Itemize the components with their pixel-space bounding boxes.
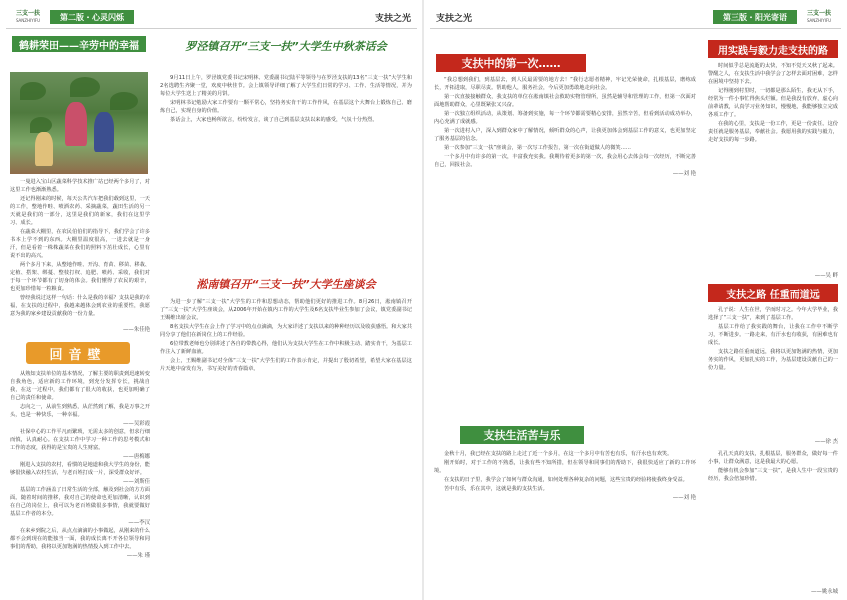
paragraph: 两个多月下来，从整地作畦、开沟、育苗、移苗、移栽、定植、搭架、绑蔓、整枝打杈、追肥、喷药、采收，我们对于每一个环节都有了切身的体会。我们懂得了农民的艰辛，也更加珍惜每一粒粮食。	[10, 262, 150, 292]
paragraph: 刚进入支扶的农村，看惯的是地道和我大学生的身份，能够很快融入农村生活，与老百姓打成一片，深受群众好评。	[10, 462, 150, 476]
paragraph: 8名支扶大学生在会上作了学习中的点点滴滴，为大家详述了支扶以来的种种经历以及收获感悟。和大家共同分享了他们在新岗位上的工作经验。	[160, 324, 412, 338]
logo-line2: SANZHIYIFU	[15, 18, 41, 23]
newspaper-logo	[6, 7, 50, 27]
article-body	[708, 306, 838, 434]
paragraph: 第一次直接接触群众，我支扶的单位在淞南镇社会救助实物管理所，虽然是辅导和管理的工作，但第一次面对面地帮助群众，心里既紧张又兴奋。	[434, 94, 696, 108]
paragraph: 茶话会上，大家也畅所欲言，纷纷发言，谈了自己到基层支扶以来的感受，气氛十分热烈。	[170, 117, 378, 123]
newspaper-logo	[797, 7, 841, 27]
paragraph: 在支扶的日子里，我学会了如何与群众沟通，如何处理各种复杂的问题，这些宝贵的经验将使我终身受益。	[444, 477, 688, 483]
photo-vegetable-field	[10, 72, 148, 174]
paragraph: 在我的心里，支扶是一份工作，更是一份责任。这份责任就是服务基层，奉献社会。我愿用我的实践与毅力，走好支扶的每一步路。	[708, 121, 838, 143]
paragraph: 第一次独立组织活动，从策划、筹备到实施，每一个环节都需要精心安排，虽然辛苦，但看到活动成功举办，内心充满了成就感。	[434, 111, 696, 125]
paragraph: 刚开始时，对于工作的不熟悉，让我有些不知所措，但在领导和同事们的帮助下，我很快适应了新的工作环境。	[434, 460, 696, 474]
article-body	[160, 74, 412, 262]
logo-line2: SANZHIYIFU	[806, 18, 832, 23]
paragraph: 一曼进入宝山区蔬菜科学技术推广站已经两个多月了，对这里工作也渐渐熟悉。	[10, 179, 150, 193]
paragraph: 志向之一，从前生到熟悉，从茫然到了解，我是万事之开头，也是一种快乐，一种幸福。	[10, 404, 150, 418]
signature: ——朱 瑾	[126, 553, 150, 559]
signature: ——刘 艳	[672, 171, 696, 177]
signature: ——姚永城	[811, 589, 838, 595]
paragraph: 金秋十月，我已经在支扶的路上走过了近一个多月，在这一个多月中有苦也有乐，有汗水也有欢笑。	[444, 451, 673, 457]
paragraph: 还记得刚来的时候，每天公共汽车把我们载到这里，一天的工作，整地作畦、喷洒农药、采摘蔬菜，蔬田生活的另一天就是我们的一部分，这里是我们的新家，我们在这里学习、成长。	[10, 196, 150, 226]
signature: ——徐 杰	[814, 439, 838, 445]
paragraph: 基层工作给了我实践的舞台，让我在工作中不断学习，不断进步。一路走来，有汗水也有收获，有困难也有成长。	[708, 324, 838, 346]
signature: ——朱佳艳	[123, 327, 150, 333]
article-body	[434, 450, 696, 594]
article-title: 用实践与毅力走支扶的路	[708, 40, 838, 58]
publication-name: 支扶之光	[436, 13, 473, 24]
paragraph: 孔子说：人生在世，学而时习之。今年大学毕业，我选择了“三支一扶”，来到了基层工作。	[708, 307, 838, 321]
paragraph: 宋明林书记勉励大家工作要有一颗平常心，坚持务实肯干的工作作风，在基层这个大舞台上锻炼自己、磨炼自己，实现自身的价值。	[160, 100, 412, 114]
article-body	[10, 178, 150, 322]
article-title: 支扶中的第一次……	[436, 54, 586, 72]
paragraph: 在来乡到院之后，从点点滴滴的小事做起，从刚来的什么都不会到现在的能独当一面，我的成长离不开各位领导和同事们的帮助，我将以更加饱满的热情投入到工作中去。	[10, 528, 150, 550]
signature: ——李汉	[128, 520, 150, 526]
paragraph: 第一次参加“三支一扶”座谈会，第一次写工作报告，第一次在街道做人的微笑……	[444, 145, 631, 151]
paragraph: 为进一步了解“三支一扶”大学生的工作和思想动态，帮助他们更好的推进工作。8月26日，淞南镇召开了“三支一扶”大学生座谈会，从2006年开始在镇内工作的大学生及6名支扶毕业生参加了会议，镇党委副书记王赐维出席会议。	[160, 299, 412, 321]
logo-line1: 三支一扶	[15, 10, 40, 17]
paragraph: 一个多月中有许多的第一次，丰富我充实我。我期待着更多的第一次，我会用心去体会每一次经历，不断完善自己，回报社会。	[434, 154, 696, 168]
left-page	[0, 0, 423, 600]
right-page	[424, 0, 847, 600]
section-label: 第三版・阳光寄语	[713, 10, 797, 24]
paragraph: 支扶之路任重而道远，我将以更加饱满的热情，更加务实的作风，更加扎实的工作，为基层建设贡献自己的一份力量。	[708, 349, 838, 371]
article-body	[708, 62, 838, 268]
article-body	[10, 370, 150, 594]
paragraph: 曾经我说过这样一句话：什么是我的幸福？支扶是我的幸福，在支扶的过程中，我越来越体会到农业的重要性，我愿意为我的家乡建设贡献我的一份力量。	[10, 295, 150, 317]
signature: ——吴 畔	[814, 273, 838, 279]
article-body	[434, 76, 696, 412]
paragraph: 苦中有乐，乐在其中，这就是我的支扶生活。	[444, 486, 548, 492]
section-label: 第二版・心灵闪烁	[50, 10, 134, 24]
signature: ——唐梅娜	[123, 454, 150, 460]
article-title: 支扶之路 任重而道远	[708, 284, 838, 302]
signature: ——刘 艳	[672, 495, 696, 501]
paragraph: 孔孔天真的支扶，扎根基层，服务群众，做好每一件小事，让群众满意，这是我最大的心愿。	[708, 451, 838, 465]
paragraph: 从熟知支扶单位的基本情况，了解主要的职责到迅速转变自我角色，适应新的工作环境，到充分发挥专长，挑战自我，在这一过程中，我们都有了很大的收获，也更加明确了自己的责任和使命。	[10, 371, 150, 401]
paragraph: 时间似乎总是流逝的太快，不知不觉天又秋了起来。警醒之人，在支扶生活中我学会了怎样去面对困难，怎样在困境中坚持下去。	[708, 63, 838, 85]
section-title: 回音壁	[26, 342, 130, 364]
article-title: 罗泾镇召开“三支一扶”大学生中秋茶话会	[185, 40, 387, 53]
paragraph: 6位带教老师也分别讲述了各自的带教心得，他们认为支扶大学生在工作中积极主动、踏实肯干，为基层工作注入了新鲜血液。	[160, 341, 412, 355]
paragraph: 基层的工作涵盖了日常生活的全部，触及到社会的方方面面。随着时间的推移，我对自己的使命也更加清晰，认识到在自己的岗位上，我可以为老百姓做很多事情，我就要做好基层工作者的本分。	[10, 487, 150, 517]
article-body	[708, 450, 838, 584]
right-page-header	[430, 6, 841, 29]
publication-name: 支扶之光	[374, 13, 411, 24]
article-title: 鹤耕荣田——辛劳中的幸福	[12, 36, 146, 52]
paragraph: 会上，王赐维副书记对全体“三支一扶”大学生们的工作表示肯定，并提出了殷切希望，希望大家在基层这片天地中奋发有为，书写美好的青春篇章。	[160, 358, 412, 372]
paragraph: 9月11日上午，罗泾镇党委书记宋明林、党委副书记陆平等领导与在罗泾支扶的13名“三支一扶”大学生和2名选聘生齐聚一堂，欢度中秋佳节。会上镇领导详细了解了大学生们日常的学习、工作、生活等情况，并为每位大学生送上了精美的月饼。	[160, 75, 412, 97]
article-title: 淞南镇召开“三支一扶”大学生座谈会	[196, 278, 376, 291]
signature: ——吴彩霞	[123, 421, 150, 427]
article-title: 支扶生活苦与乐	[460, 426, 584, 444]
signature: ——刘斯佳	[123, 479, 150, 485]
logo-line1: 三支一扶	[806, 10, 831, 17]
left-page-header	[6, 6, 417, 29]
paragraph: “我总想到我们，到基层去，到人民最需要的地方去！”我行志愿者精神，牢记光荣使命，扎根基层，磨练成长，开拓进取，尽职尽责。帮助他人，服务社会，今后更加勇敢地走向社会。	[434, 77, 696, 91]
paragraph: 社保中心的工作平凡而繁琐，无需太多的创意，但求行细而慎，认真耐心。在支扶工作中学习一种工作的思考模式和工作的态度，获得的是宝贵的人生财富。	[10, 429, 150, 451]
paragraph: 在蔬菜大棚里，在农民伯伯们的指导下，我们学会了许多书本上学不到的东西。大棚里温度很高，一进去就是一身汗，但是看着一株株蔬菜在我们的照料下茁壮成长，心里有说不出的高兴。	[10, 229, 150, 259]
article-body	[160, 298, 412, 592]
paragraph: 记得刚到村里时，一切都是那么陌生，我无从下手，经常为一件小事忙得焦头烂额。但是我没有放弃，虚心向前辈请教，认真学习业务知识，慢慢地，我能够独立完成各项工作了。	[708, 88, 838, 118]
paragraph: 第一次进村入户，深入到群众家中了解情况，倾听群众的心声，让我更加体会到基层工作的意义，也更加坚定了服务基层的信念。	[434, 128, 696, 142]
paragraph: 能够有机会参加“三支一扶”，是我人生中一段宝贵的经历，我会倍加珍惜。	[708, 468, 838, 482]
